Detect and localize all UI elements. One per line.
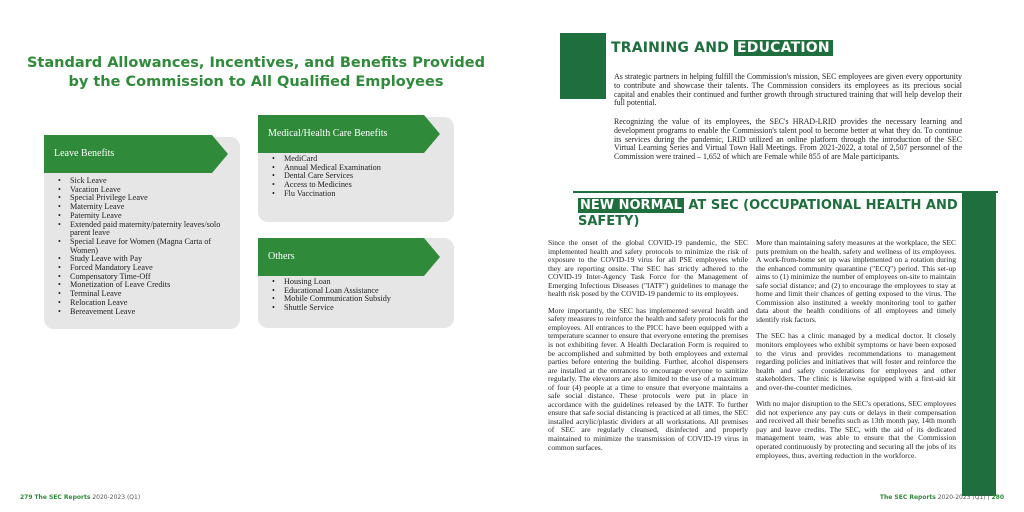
- training-title-plain: TRAINING AND: [611, 40, 735, 56]
- right-footer-years: 2020-2023 (Q1): [937, 494, 986, 501]
- list-item: • Compensatory Time-Off: [56, 273, 236, 282]
- new-normal-column-2: [756, 239, 956, 468]
- paragraph: The SEC has a clinic managed by a medical doctor. It closely monitors employees who exhibit symptoms or have been exposed to the virus and provides recommendations to management regarding policies and initiatives that will foster and reinforce the health and safety considerations for employees and other stakeholders. The clinic is likewise equipped with a first-aid kit and over-the-counter medicines.: [756, 331, 956, 392]
- others-list: [270, 278, 450, 313]
- training-paragraph-2: Recognizing the value of its employees, the SEC's HRAD-LRID provides the necessary learning and development programs to enable the Commission's talent pool to become better at what they do. To continue its services during the pandemic, LRID utilized an online platform through the introduction of the SEC Virtual Learning Series and Virtual Town Hall Meetings. From 2021-2022, a total of 2,507 personnel of the Commission were trained – 1,652 of which are Female while 855 of are Male participants.: [614, 117, 962, 162]
- paragraph: Since the onset of the global COVID-19 pandemic, the SEC implemented health and safety protocols to minimize the risk of exposure to the COVID-19 virus for all PSE employees while they are reporting onsite. The SEC has strictly adhered to the COVID-19 Inter-Agency Task Force for the Management of Emerging Infectious Diseases ("IATF") guidelines to manage the health risk posed by the COVID-19 pandemic to its employees.: [548, 238, 748, 299]
- left-footer-label: [34, 494, 140, 501]
- list-item: • Extended paid maternity/paternity leaves/solo parent leave: [56, 221, 236, 238]
- list-item: • Paternity Leave: [56, 212, 236, 221]
- list-item: • Special Leave for Women (Magna Carta of Women): [56, 238, 236, 255]
- medical-benefits-heading: [258, 115, 424, 153]
- training-paragraph-1: As strategic partners in helping fulfill the Commission's mission, SEC employees are given every opportunity to contribute and showcase their talents. The Commission considers its employees as its precious social capital and enables their continued and further growth through structured training that will help develop their full potential.: [614, 72, 962, 108]
- list-item: • Bereavement Leave: [56, 308, 236, 317]
- list-item: • Terminal Leave: [56, 290, 236, 299]
- paragraph: More importantly, the SEC has implemented several health and safety measures to reinforce the health and safety protocols for the employees. All entrances to the PICC have been equipped with a temperature scanner to ensure that everyone entering the premises is not exhibiting fever. A Health Declaration Form is required to be accomplished and submitted by both employees and external parties before entering the building. Further, alcohol dispensers are installed at the entrances to encourage everyone to sanitize regularly. The elevators are also limited to the use of a maximum of four (4) people at a time to ensure that everyone maintains a safe social distance. These protocols were put in place in accordance with the guidelines released by the IATF. To further ensure that safe social distancing is practiced at all times, the SEC installed acrylic/plastic dividers at all workstations. All premises of SEC are regularly cleansed, disinfected and properly maintained to minimize the transmission of COVID-19 virus in common surfaces.: [548, 305, 748, 452]
- list-item: • Housing Loan: [270, 278, 450, 287]
- training-title: [611, 40, 833, 56]
- list-item: • Maternity Leave: [56, 203, 236, 212]
- list-item: • Mobile Communication Subsidy: [270, 295, 450, 304]
- paragraph: With no major disruption to the SEC's operations, SEC employees did not experience any pay cuts or delays in their compensation and received all their benefits such as 13th month pay, 14th month pay and leave credits. The SEC, with the aid of its dedicated management team, was able to ensure that the Commission operated continuously by protecting and securing all the jobs of its employees, thus, averting reduction in the workforce.: [756, 399, 956, 460]
- list-item: • Sick Leave: [56, 177, 236, 186]
- left-footer-report: The SEC Reports: [34, 494, 91, 501]
- paragraph: More than maintaining safety measures at the workplace, the SEC puts premium on the health, safety and wellness of its employees. A work-from-home set up was implemented on a rotation during the enhanced community quarantine ("ECQ") period. This set-up aims to (1) minimize the number of employees on-site to maintain safe social distance; and (2) to encourage the employees to stay at home and limit their chances of getting exposed to the virus. The Commission also instituted a weekly monitoring tool to gather data about the health conditions of all employees and timely identify risk factors.: [756, 238, 956, 324]
- list-item: • Special Privilege Leave: [56, 194, 236, 203]
- new-normal-column-1: [548, 239, 748, 460]
- training-title-highlight: EDUCATION: [734, 40, 833, 56]
- list-item: • Monetization of Leave Credits: [56, 281, 236, 290]
- right-footer-report: The SEC Reports: [879, 494, 936, 501]
- list-item: • Dental Care Services: [270, 172, 450, 181]
- list-item: • Annual Medical Examination: [270, 164, 450, 173]
- leave-benefits-heading: [44, 135, 212, 173]
- list-item: • Flu Vaccination: [270, 190, 450, 199]
- list-item: • Educational Loan Assistance: [270, 287, 450, 296]
- list-item: • Relocation Leave: [56, 299, 236, 308]
- others-heading-text: Others: [268, 251, 295, 262]
- list-item: • Shuttle Service: [270, 304, 450, 313]
- list-item: • Access to Medicines: [270, 181, 450, 190]
- right-footer-label: The SEC Reports 2020-2023 (Q1) |: [879, 494, 992, 501]
- new-normal-top-rule: [573, 191, 998, 193]
- list-item: • Study Leave with Pay: [56, 255, 236, 264]
- list-item: • MediCard: [270, 155, 450, 164]
- page-title: Standard Allowances, Incentives, and Benefits Provided by the Commission to All Qualified Employees: [26, 55, 485, 90]
- medical-benefits-list: [270, 155, 450, 199]
- training-accent-bar: [560, 33, 606, 99]
- left-page-number: 279: [20, 494, 33, 501]
- new-normal-title-plain: AT SEC (OCCUPATIONAL HEALTH AND SAFETY): [578, 198, 958, 229]
- right-footer: [880, 494, 1004, 501]
- leave-benefits-heading-text: Leave Benefits: [54, 148, 115, 159]
- others-heading: [258, 238, 424, 276]
- left-footer-years: 2020-2023 (Q1): [92, 494, 141, 501]
- list-item: • Forced Mandatory Leave: [56, 264, 236, 273]
- new-normal-title-highlight: NEW NORMAL: [580, 198, 682, 213]
- right-page-number: 280: [991, 494, 1004, 501]
- medical-benefits-heading-text: Medical/Health Care Benefits: [268, 128, 388, 139]
- new-normal-accent-bar: [962, 191, 996, 496]
- list-item: • Vacation Leave: [56, 186, 236, 195]
- new-normal-title: [578, 198, 958, 230]
- leave-benefits-list: [56, 177, 236, 316]
- left-footer: [20, 494, 140, 501]
